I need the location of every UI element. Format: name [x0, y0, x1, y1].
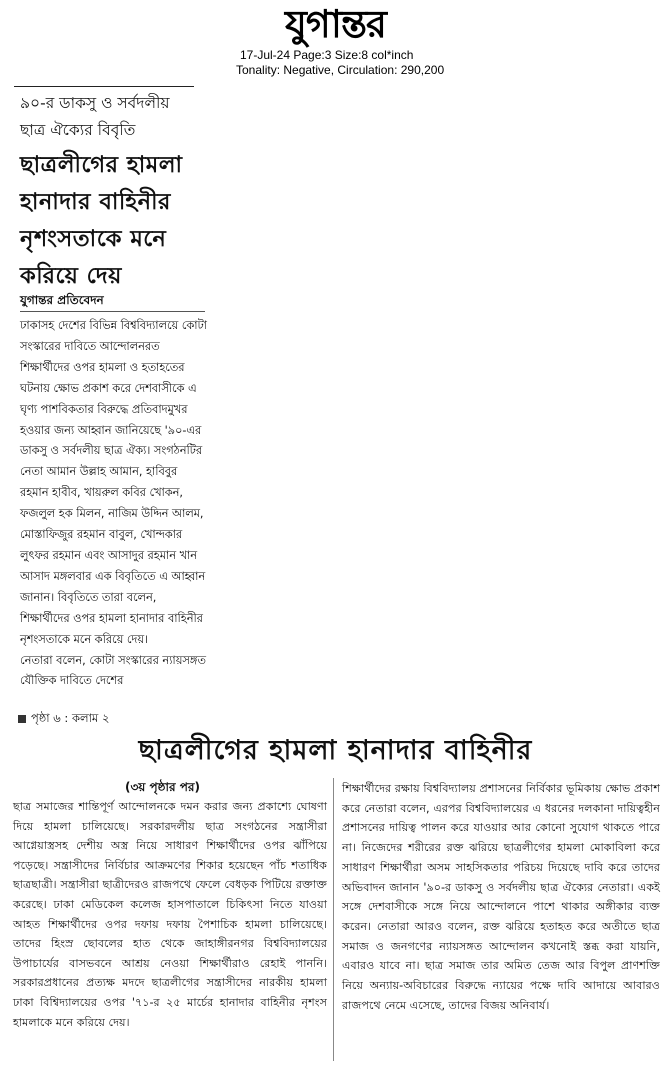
square-bullet-icon	[18, 715, 26, 723]
headline-line-1: ছাত্রলীগের হামলা	[20, 152, 183, 178]
article-body	[20, 316, 208, 692]
headline-line-3: নৃশংসতাকে মনে	[20, 226, 167, 252]
continuation-left-text: ছাত্র সমাজের শান্তিপূর্ণ আন্দোলনকে দমন করার জন্য প্রকাশ্যে ঘোষণা দিয়ে হামলা চালিয়েছে। সরকারদলীয় ছাত্র সংগঠনের সন্ত্রাসীরা আগ্নেয়াস্ত্রসহ দেশীয় অস্ত্র নিয়ে সাধারণ শিক্ষার্থীদের ওপর ঝাঁপিয়ে পড়েছে। সন্ত্রাসীদের নির্বিচার আক্রমণের শিকার হয়েছেন পাঁচ শতাধিক ছাত্রছাত্রী। সন্ত্রাসীরা ছাত্রীদেরও রাজপথে ফেলে বেধড়ক পিটিয়ে রক্তাক্ত করেছে। ঢাকা মেডিকেল কলেজ হাসপাতালে চিকিৎসা নিতে যাওয়া আহত শিক্ষার্থীদের ওপর দফায় দফায় পৈশাচিক হামলা চালিয়েছে। তাদের হিংস্র ছোবলের হাত থেকে জাহাঙ্গীরনগর বিশ্ববিদ্যালয়ের উপাচার্যের বাসভবনে আশ্রয় নেওয়া শিক্ষার্থীরাও রেহাই পাননি। সরকারপ্রধানের প্রত্যক্ষ মদদে ছাত্রলীগের সন্ত্রাসীদের নারকীয় হামলা ঢাকা বিশ্বিদ্যালয়ের ওপর '৭১-র ২৫ মার্চের হানাদার বাহিনীর নৃশংস হামলাকে মনে করিয়ে দেয়।	[13, 800, 327, 1029]
jump-text: পৃষ্ঠা ৬ : কলাম ২	[31, 711, 110, 725]
column-divider	[333, 778, 334, 1061]
clipping-meta-date-page: 17-Jul-24 Page:3 Size:8 col*inch	[240, 48, 414, 62]
continuation-headline: ছাত্রলীগের হামলা হানাদার বাহিনীর	[138, 735, 533, 766]
kicker-line-1: ৯০-র ডাকসু ও সর্বদলীয়	[20, 94, 170, 112]
article-top-rule	[14, 86, 194, 87]
continuation-column-left	[13, 797, 327, 1032]
jump-line	[18, 710, 109, 726]
article-byline: যুগান্তর প্রতিবেদন	[20, 293, 104, 307]
continuation-right-text: শিক্ষার্থীদের রক্ষায় বিশ্ববিদ্যালয় প্রশাসনের নির্বিকার ভূমিকায় ক্ষোভ প্রকাশ করে নেতারা বলেন, এরপর বিশ্ববিদ্যালয়ের এ ধরনের দলকানা দায়িত্বহীন প্রশাসনের দায়িত্ব পালন করে যাওয়ার আর কোনো সুযোগ থাকতে পারে না। নিজেদের শরীরের রক্ত ঝরিয়ে ছাত্রলীগের হামলা মোকাবিলা করে সাধারণ শিক্ষার্থীরা অসম সাহসিকতার পরিচয় দিয়েছে দাবি করে তাদের অভিবাদন জানান '৯০-র ডাকসু ও সর্বদলীয় ছাত্র ঐক্যের নেতারা। একই সঙ্গে দেশবাসীকে সঙ্গে নিয়ে আন্দোলনে পাশে থাকার অঙ্গীকার ব্যক্ত করেন। নেতারা আরও বলেন, রক্ত ঝরিয়ে হতাহত করে অতীতে ছাত্র সমাজ ও জনগণের ন্যায়সঙ্গত আন্দোলন কখনোই স্তব্ধ করা যায়নি, এবারও যাবে না। ছাত্র সমাজ তার অমিত তেজ আর বিপুল প্রাণশক্তি নিয়ে অন্যায়-অবিচারের বিরুদ্ধে ন্যায়ের পক্ষে দাবি আদায়ে আবারও রাজপথে নেমে এসেছে, তাদের বিজয় অনিবার্য।	[342, 782, 660, 1012]
body-paragraph-1: ঢাকাসহ দেশের বিভিন্ন বিশ্ববিদ্যালয়ে কোটা সংস্কারের দাবিতে আন্দোলনরত শিক্ষার্থীদের ওপর হামলা ও হতাহতের ঘটনায় ক্ষোভ প্রকাশ করে দেশবাসীকে এ ঘৃণ্য পাশবিকতার বিরুদ্ধে প্রতিবাদমুখর হওয়ার জন্য আহ্বান জানিয়েছে '৯০-এর ডাকসু ও সর্বদলীয় ছাত্র ঐক্য। সংগঠনটির নেতা আমান উল্লাহ আমান, হাবিবুর রহমান হাবীব, খায়রুল কবির খোকন, ফজলুল হক মিলন, নাজিম উদ্দিন আলম, মোস্তাফিজুর রহমান বাবুল, খোন্দকার লুৎফর রহমান এবং আসাদুর রহমান খান আসাদ মঙ্গলবার এক বিবৃতিতে এ আহ্বান জানান। বিবৃতিতে তারা বলেন, শিক্ষার্থীদের ওপর হামলা হানাদার বাহিনীর নৃশংসতাকে মনে করিয়ে দেয়।	[20, 319, 207, 646]
continuation-label: (৩য় পৃষ্ঠার পর)	[125, 780, 200, 794]
article-headline	[20, 147, 215, 295]
article-kicker	[20, 90, 215, 144]
kicker-line-2: ছাত্র ঐক্যের বিবৃতি	[20, 121, 136, 139]
body-paragraph-2: নেতারা বলেন, কোটা সংস্কারের ন্যায়সঙ্গত যৌক্তিক দাবিতে দেশের	[20, 653, 206, 688]
headline-line-4: করিয়ে দেয়	[20, 263, 122, 289]
clipping-meta-tonality: Tonality: Negative, Circulation: 290,200	[236, 63, 445, 77]
byline-divider	[20, 311, 205, 312]
newspaper-masthead: যুগান্তর	[285, 1, 386, 46]
headline-line-2: হানাদার বাহিনীর	[20, 189, 171, 215]
continuation-column-right	[342, 779, 660, 1015]
